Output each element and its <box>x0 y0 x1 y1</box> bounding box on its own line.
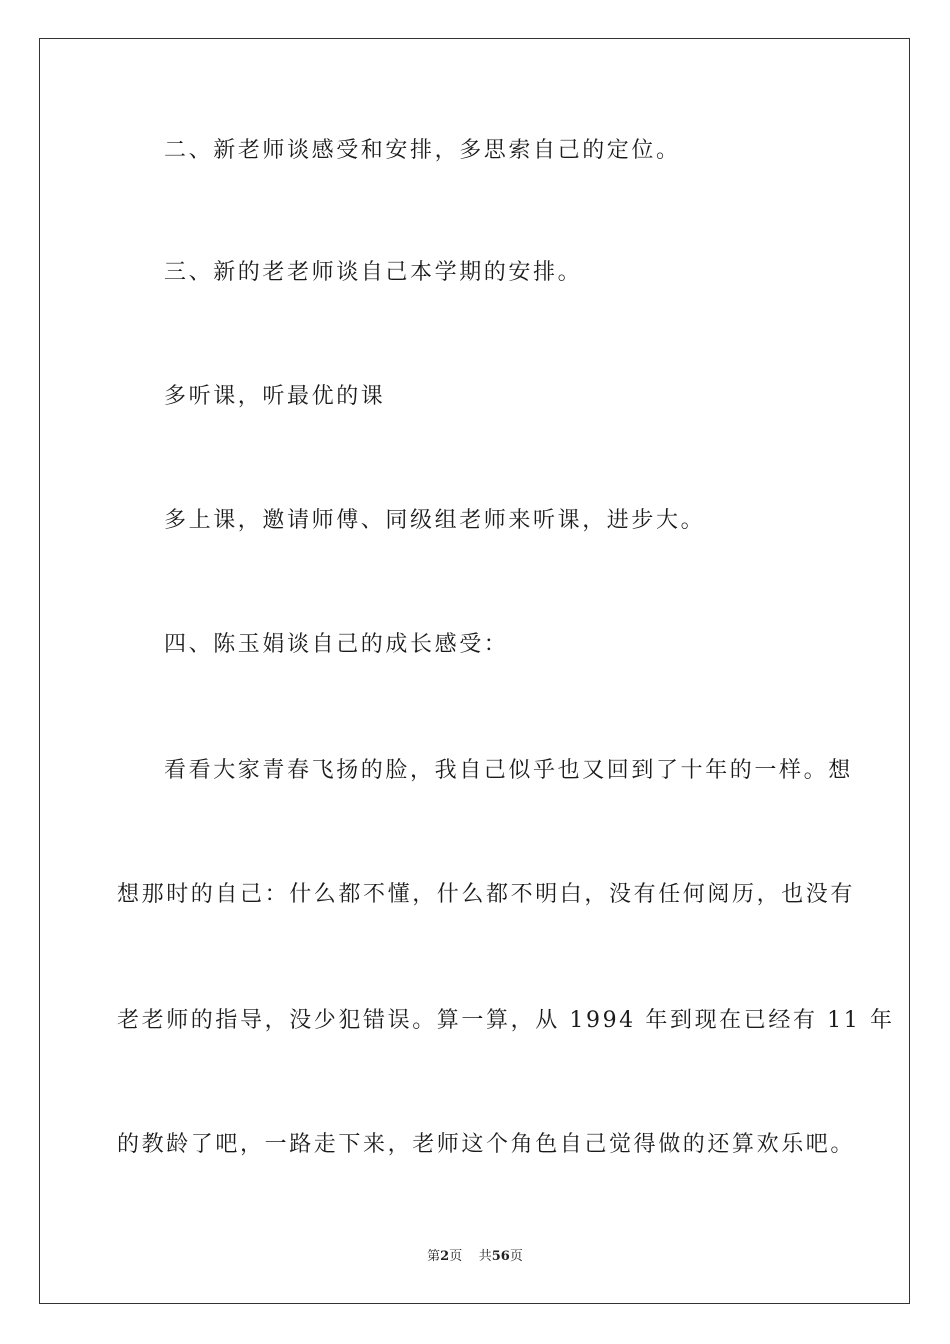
paragraph-body-line-1: 看看大家青春飞扬的脸，我自己似乎也又回到了十年的一样。想 <box>164 758 853 783</box>
paragraph-body-line-4: 的教龄了吧，一路走下来，老师这个角色自己觉得做的还算欢乐吧。 <box>117 1132 856 1157</box>
footer-page-number: 2 <box>440 1249 450 1264</box>
footer-page-prefix: 第 <box>427 1249 441 1264</box>
paragraph-section-four: 四、陈玉娟谈自己的成长感受： <box>164 632 509 657</box>
page-footer <box>0 1248 950 1266</box>
page-border <box>39 38 910 1304</box>
paragraph-listen-lessons: 多听课，听最优的课 <box>164 384 386 409</box>
footer-total-pages: 56 <box>491 1249 510 1264</box>
paragraph-body-line-2: 想那时的自己：什么都不懂，什么都不明白，没有任何阅历，也没有 <box>117 882 856 907</box>
footer-total-suffix: 页 <box>509 1249 523 1264</box>
footer-total-prefix: 共 <box>478 1249 492 1264</box>
paragraph-teach-lessons: 多上课，邀请师傅、同级组老师来听课，进步大。 <box>164 508 706 533</box>
paragraph-section-three: 三、新的老老师谈自己本学期的安排。 <box>164 260 583 285</box>
footer-page-suffix: 页 <box>449 1249 463 1264</box>
paragraph-section-two: 二、新老师谈感受和安排，多思索自己的定位。 <box>164 138 681 163</box>
paragraph-body-line-3: 老老师的指导，没少犯错误。算一算，从 1994 年到现在已经有 11 年 <box>117 1008 895 1033</box>
